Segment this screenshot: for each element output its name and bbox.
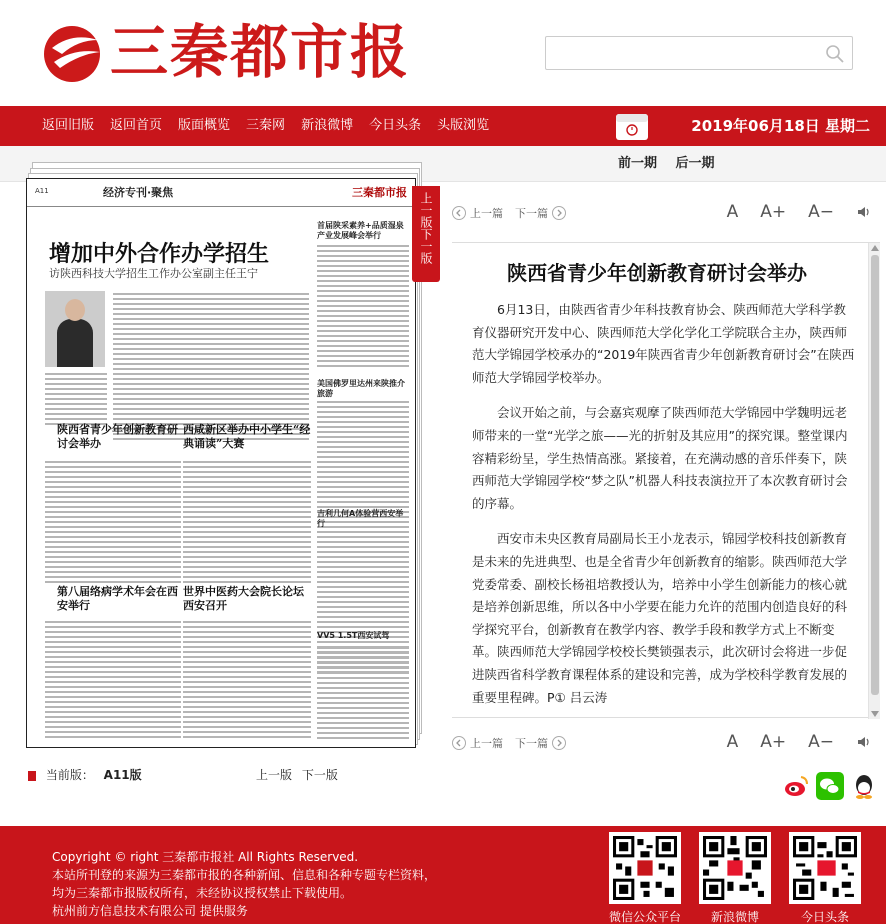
- font-bigger-button[interactable]: A+: [760, 732, 787, 752]
- flag-icon: [28, 771, 36, 781]
- current-page-info: [28, 766, 142, 783]
- prev-article-label: 上一篇: [470, 737, 503, 750]
- col-text-4: [183, 621, 311, 741]
- newspaper-page-view: [26, 160, 426, 748]
- nav-item-front-page[interactable]: 头版浏览: [437, 118, 490, 133]
- scroll-up-icon[interactable]: [871, 245, 879, 251]
- qr-label-toutiao: 今日头条: [800, 910, 849, 924]
- wechat-qr-code: [609, 832, 681, 904]
- page-header-strip: [27, 179, 415, 207]
- article-toolbar-top: [452, 198, 880, 228]
- portrait-photo: [45, 291, 105, 367]
- side-headline-4[interactable]: VV5 1.5T西安试驾: [317, 631, 390, 640]
- font-bigger-button[interactable]: A+: [760, 202, 787, 222]
- toutiao-qr-code: [789, 832, 861, 904]
- col-text-3: [45, 621, 181, 741]
- next-article-label: 下一篇: [515, 207, 548, 220]
- nav-item-weibo[interactable]: 新浪微博: [301, 118, 354, 133]
- article-body: [472, 299, 856, 722]
- portrait-head: [65, 299, 85, 321]
- logo[interactable]: [38, 18, 410, 86]
- article-text-block: [113, 293, 309, 443]
- side-headline-3[interactable]: 吉利几何A体验营西安举行: [317, 509, 404, 528]
- weibo-qr-code: [699, 832, 771, 904]
- col-text-1: [45, 461, 181, 586]
- search-input[interactable]: [546, 37, 816, 69]
- current-page-value: A11版: [103, 768, 142, 782]
- footer-line: 本站所刊登的来源为三秦都市报的各种新闻、信息和各种专题专栏资料，: [52, 868, 437, 882]
- prev-page-link[interactable]: 上一版: [256, 768, 293, 782]
- right-arrow-icon: [552, 206, 566, 220]
- col-headline-1[interactable]: 陕西省青少年创新教育研讨会举办: [57, 423, 178, 450]
- nav-item-old-version[interactable]: 返回旧版: [42, 118, 95, 133]
- article-scrollbar[interactable]: [868, 243, 880, 719]
- speaker-icon[interactable]: [856, 734, 872, 750]
- next-page-tab[interactable]: 下一版: [419, 228, 433, 264]
- nav-item-toutiao[interactable]: 今日头条: [369, 118, 422, 133]
- footer-copyright: [52, 848, 436, 920]
- side-headline-2[interactable]: 美国佛罗里达州来陕推介旅游: [317, 379, 405, 398]
- next-issue-link[interactable]: 后一期: [675, 156, 715, 171]
- page-flip-tabs: [412, 186, 440, 282]
- nav-item-home[interactable]: 返回首页: [110, 118, 163, 133]
- prev-article-button[interactable]: [452, 205, 503, 221]
- wechat-share-icon[interactable]: [816, 772, 844, 800]
- newspaper-page[interactable]: [26, 178, 416, 748]
- prev-article-label: 上一篇: [470, 207, 503, 220]
- masthead-small: 三秦都市报: [352, 186, 407, 199]
- current-page-label: 当前版：: [45, 768, 94, 782]
- side-text-1: [317, 245, 409, 370]
- col-headline-4[interactable]: 世界中医药大会院长论坛西安召开: [183, 585, 304, 612]
- footer-line: 均为三秦都市报版权所有，未经协议授权禁止下载使用。: [52, 886, 353, 900]
- font-smaller-button[interactable]: A−: [808, 732, 834, 752]
- prev-article-button[interactable]: [452, 735, 503, 751]
- photo-caption-lines: [45, 373, 107, 428]
- search-icon[interactable]: [824, 43, 846, 65]
- calendar-icon[interactable]: [612, 110, 652, 142]
- main-nav: [0, 106, 886, 146]
- font-normal-button[interactable]: A: [726, 732, 739, 752]
- nav-item-overview[interactable]: 版面概览: [178, 118, 231, 133]
- portrait-body: [57, 319, 93, 367]
- page-nav: [256, 766, 344, 783]
- section-title: 经济专刊·聚焦: [103, 186, 174, 199]
- article-title: 陕西省青少年创新教育研讨会举办: [507, 261, 807, 285]
- header: [0, 0, 886, 106]
- font-size-controls: [705, 202, 872, 222]
- qr-label-wechat: 微信公众平台: [608, 910, 681, 924]
- nav-list: [34, 106, 497, 146]
- footer: [0, 826, 886, 924]
- article-paragraph: 西安市未央区教育局副局长王小龙表示，锦园学校科技创新教育是未来的先进典型、也是全省青少年创新教育的缩影。陕西师范大学党委常委、副校长杨祖培教授认为，培养中小学生创新能力的核心就是培养创新思维，所以各中小学要在能力允许的范围内创造良好的科学探究平台，创新教育在教学内容、教学手段和教学方式上不断变革。陕西师范大学锦园学校校长樊锁强表示，此次研讨会将进一步促进陕西省科学教育课程体系的建设和完善，成为学校科学教育发展的重要里程碑。P① 吕云涛: [472, 531, 848, 705]
- issue-date: 2019年06月18日 星期二: [691, 117, 870, 135]
- qq-share-icon[interactable]: [850, 772, 878, 800]
- col-text-2: [183, 461, 311, 586]
- nav-item-sanqin-net[interactable]: 三秦网: [246, 118, 286, 133]
- next-page-link[interactable]: 下一版: [301, 768, 338, 782]
- article-panel: [452, 242, 880, 718]
- weibo-share-icon[interactable]: [782, 772, 810, 800]
- search-box[interactable]: [545, 36, 853, 70]
- logo-mark-icon: [38, 18, 106, 86]
- paper-subhead[interactable]: 访陕西科技大学招生工作办公室副主任王宁: [49, 267, 258, 280]
- prev-issue-link[interactable]: 前一期: [618, 156, 658, 171]
- next-article-label: 下一篇: [515, 737, 548, 750]
- side-headline-1[interactable]: 首届陕采素养+品质湿泉产业发展峰会举行: [317, 221, 404, 240]
- font-size-controls: [705, 732, 872, 752]
- left-arrow-icon: [452, 206, 466, 220]
- footer-line: Copyright © right 三秦都市报社 All Rights Reserved.: [52, 850, 359, 864]
- next-article-button[interactable]: [515, 205, 566, 221]
- scrollbar-thumb[interactable]: [871, 255, 879, 695]
- prev-page-tab[interactable]: 上一版: [419, 192, 433, 228]
- qr-label-weibo: 新浪微博: [710, 910, 759, 924]
- left-arrow-icon: [452, 736, 466, 750]
- next-article-button[interactable]: [515, 735, 566, 751]
- scroll-down-icon[interactable]: [871, 711, 879, 717]
- speaker-icon[interactable]: [856, 204, 872, 220]
- logo-text: 三秦都市报: [110, 18, 411, 86]
- col-headline-2[interactable]: 西咸新区举办中小学生“经典诵读”大赛: [183, 423, 311, 450]
- article-paragraph: 6月13日，由陕西省青少年科技教育协会、陕西师范大学科学教育仪器研究开发中心、陕西师范大学化学化工学院联合主办，陕西师范大学锦园学校承办的“2019年陕西省青少年创新教育研讨会”在陕西师范大学锦园学校举办。: [472, 302, 855, 385]
- footer-line: 杭州前方信息技术有限公司 提供服务: [52, 904, 248, 918]
- page-number: A11: [35, 187, 49, 195]
- period-links: [618, 146, 729, 182]
- col-headline-3[interactable]: 第八届络病学术年会在西安举行: [57, 585, 178, 612]
- side-text-4: [317, 647, 409, 742]
- font-normal-button[interactable]: A: [726, 202, 739, 222]
- paper-headline[interactable]: 增加中外合作办学招生: [49, 241, 270, 267]
- article-toolbar-bottom: [452, 728, 880, 758]
- right-arrow-icon: [552, 736, 566, 750]
- font-smaller-button[interactable]: A−: [808, 202, 834, 222]
- article-paragraph: 会议开始之前，与会嘉宾观摩了陕西师范大学锦园中学魏明远老师带来的一堂“光学之旅——光的折射及其应用”的探究课。整堂课内容精彩纷呈，学生热情高涨。紧接着，在充满动感的音乐伴奏下，陕西师范大学锦园学校“梦之队”机器人科技表演拉开了本次教育研讨会的序幕。: [472, 405, 848, 511]
- share-icons: [776, 772, 878, 800]
